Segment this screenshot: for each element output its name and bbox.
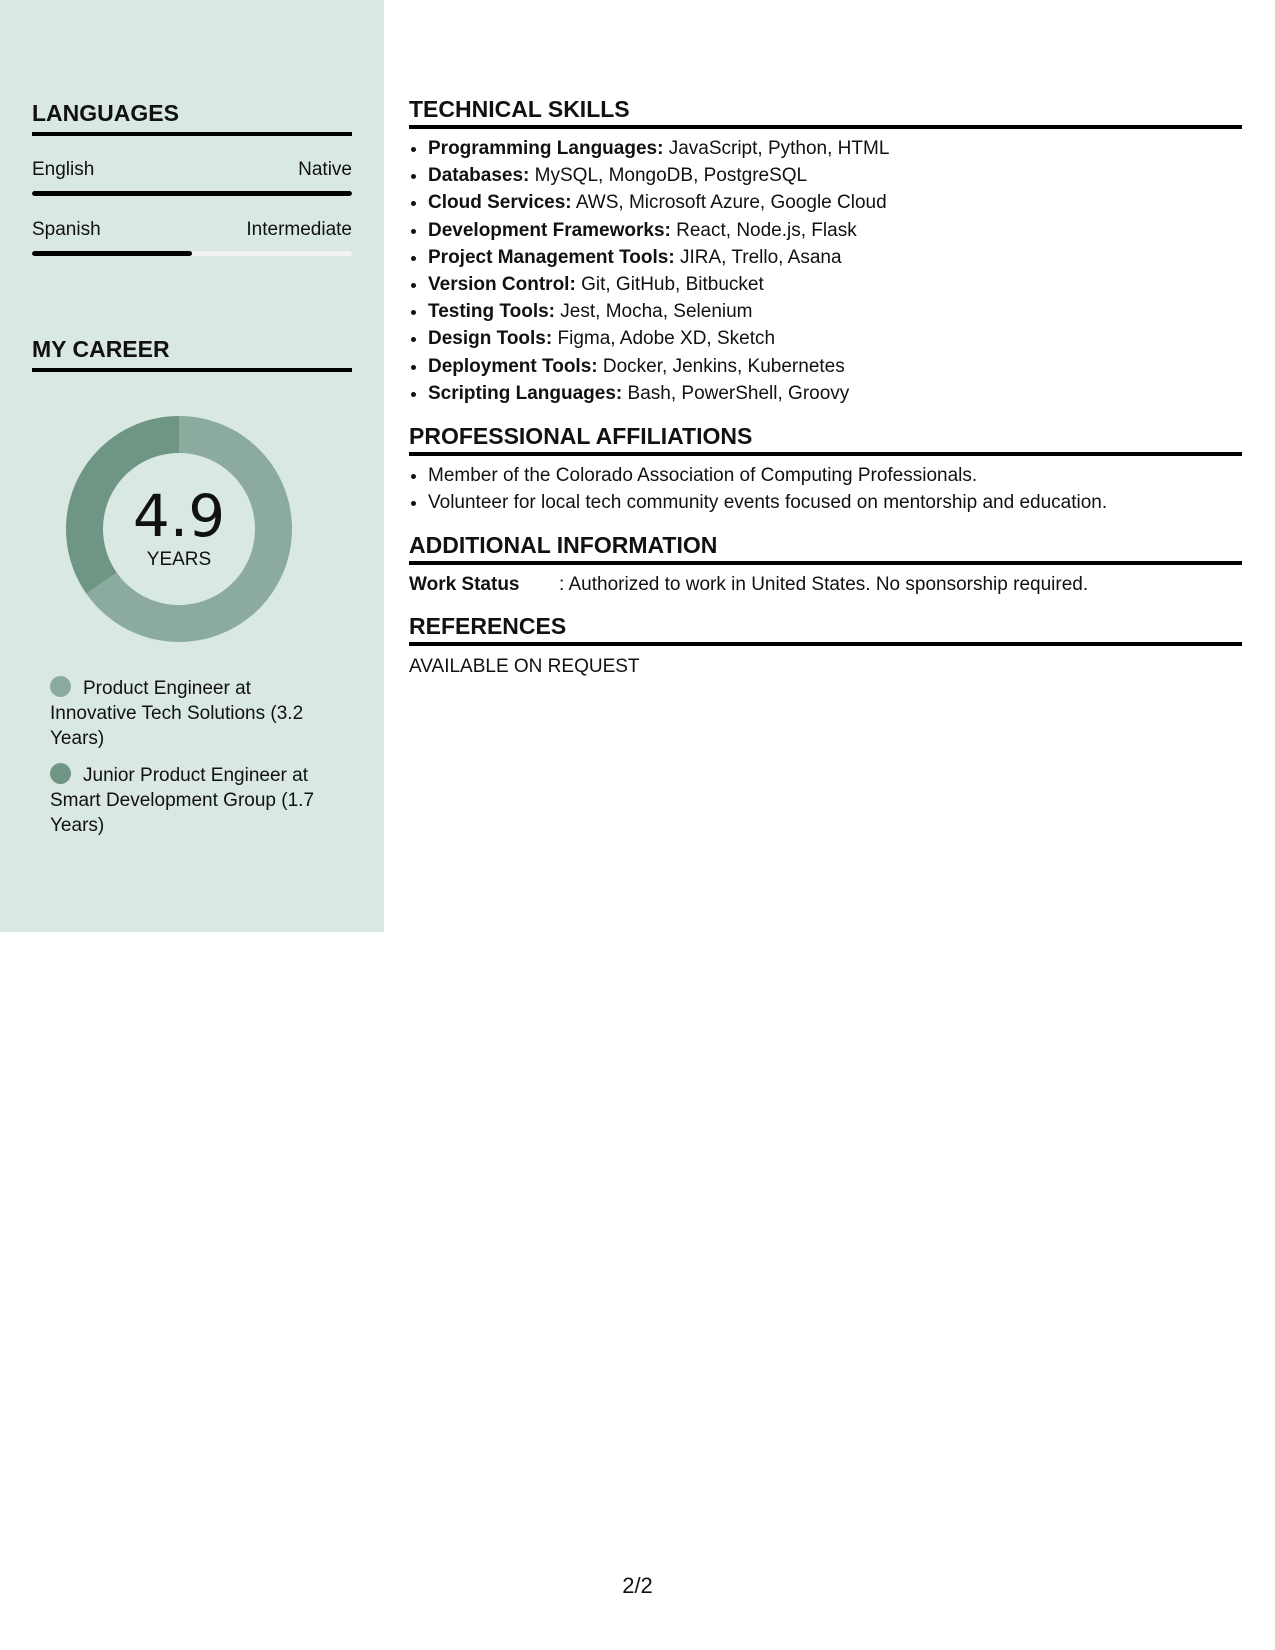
- skill-value: JIRA, Trello, Asana: [679, 246, 842, 268]
- legend-item: [50, 676, 322, 751]
- technical-skills-heading: TECHNICAL SKILLS: [409, 94, 1242, 129]
- skill-value: Bash, PowerShell, Groovy: [627, 382, 850, 404]
- work-status-label: Work Status: [409, 574, 520, 596]
- list-item: • Volunteer for local tech community events focused on mentorship and education.: [428, 489, 1242, 516]
- work-status-row: [409, 572, 1242, 597]
- list-item: [428, 298, 1242, 325]
- donut-center: [66, 416, 292, 642]
- skill-value: JavaScript, Python, HTML: [668, 138, 890, 159]
- skill-label: Deployment Tools:: [428, 355, 598, 377]
- page-number: 2/2: [622, 1573, 653, 1598]
- list-item: [428, 325, 1242, 352]
- skill-label: Version Control:: [428, 274, 576, 296]
- list-item: [428, 162, 1242, 189]
- list-item: • Member of the Colorado Association of Computing Professionals.: [428, 462, 1242, 489]
- skill-value: React, Node.js, Flask: [676, 219, 857, 241]
- main-content: [409, 94, 1242, 679]
- skill-label: Cloud Services:: [428, 192, 572, 214]
- language-name: Spanish: [32, 219, 101, 240]
- skill-label: Development Frameworks:: [428, 219, 671, 241]
- additional-info-section: [409, 530, 1242, 597]
- technical-skills-section: [409, 94, 1242, 407]
- skill-label: Databases:: [428, 165, 530, 187]
- list-item: [428, 353, 1242, 380]
- language-proficiency-bar: [32, 251, 352, 256]
- skill-value: Docker, Jenkins, Kubernetes: [602, 355, 845, 377]
- career-section: [32, 334, 352, 838]
- sidebar-content: [32, 98, 352, 850]
- skill-label: Scripting Languages:: [428, 382, 623, 404]
- legend-label: Junior Product Engineer at Smart Development Group (1.7 Years): [50, 765, 315, 836]
- affiliations-section: [409, 421, 1242, 516]
- legend-label: Product Engineer at Innovative Tech Solutions (3.2 Years): [50, 678, 304, 749]
- skill-label: Programming Languages:: [428, 138, 664, 159]
- skill-value: Jest, Mocha, Selenium: [560, 301, 753, 323]
- career-total-unit: YEARS: [146, 549, 212, 570]
- legend-dot-icon: [50, 676, 71, 697]
- technical-skills-list: [409, 135, 1242, 407]
- sidebar: [0, 0, 384, 932]
- skill-label: Design Tools:: [428, 328, 553, 350]
- skill-value: MySQL, MongoDB, PostgreSQL: [534, 165, 808, 187]
- language-level: Native: [298, 159, 352, 180]
- language-row: [32, 218, 352, 242]
- languages-heading: LANGUAGES: [32, 98, 352, 136]
- skill-value: AWS, Microsoft Azure, Google Cloud: [575, 192, 887, 214]
- affiliations-list: [409, 462, 1242, 516]
- language-proficiency-bar: [32, 191, 352, 196]
- work-status-value: : Authorized to work in United States. No sponsorship required.: [559, 574, 1089, 596]
- references-heading: REFERENCES: [409, 611, 1242, 646]
- language-proficiency-fill: [32, 251, 192, 256]
- references-section: [409, 611, 1242, 679]
- list-item: [428, 271, 1242, 298]
- skill-value: Git, GitHub, Bitbucket: [581, 274, 764, 296]
- career-donut-chart: [66, 416, 292, 642]
- skill-value: Figma, Adobe XD, Sketch: [557, 328, 776, 350]
- list-item: [428, 189, 1242, 216]
- language-item-english: [32, 158, 352, 196]
- list-item: [428, 135, 1242, 162]
- language-proficiency-fill: [32, 191, 352, 196]
- list-item: [428, 217, 1242, 244]
- career-heading: MY CAREER: [32, 334, 352, 372]
- affiliations-heading: PROFESSIONAL AFFILIATIONS: [409, 421, 1242, 456]
- language-name: English: [32, 159, 95, 180]
- skill-label: Project Management Tools:: [428, 246, 675, 268]
- career-legend: [50, 676, 322, 838]
- legend-dot-icon: [50, 763, 71, 784]
- references-text: AVAILABLE ON REQUEST: [409, 656, 640, 678]
- language-row: [32, 158, 352, 182]
- language-item-spanish: [32, 218, 352, 256]
- career-total-value: 4.9: [132, 482, 226, 550]
- legend-item: [50, 763, 322, 838]
- languages-section: [32, 98, 352, 256]
- list-item: [428, 380, 1242, 407]
- skill-label: Testing Tools:: [428, 301, 556, 323]
- additional-info-heading: ADDITIONAL INFORMATION: [409, 530, 1242, 565]
- language-level: Intermediate: [246, 219, 352, 240]
- list-item: [428, 244, 1242, 271]
